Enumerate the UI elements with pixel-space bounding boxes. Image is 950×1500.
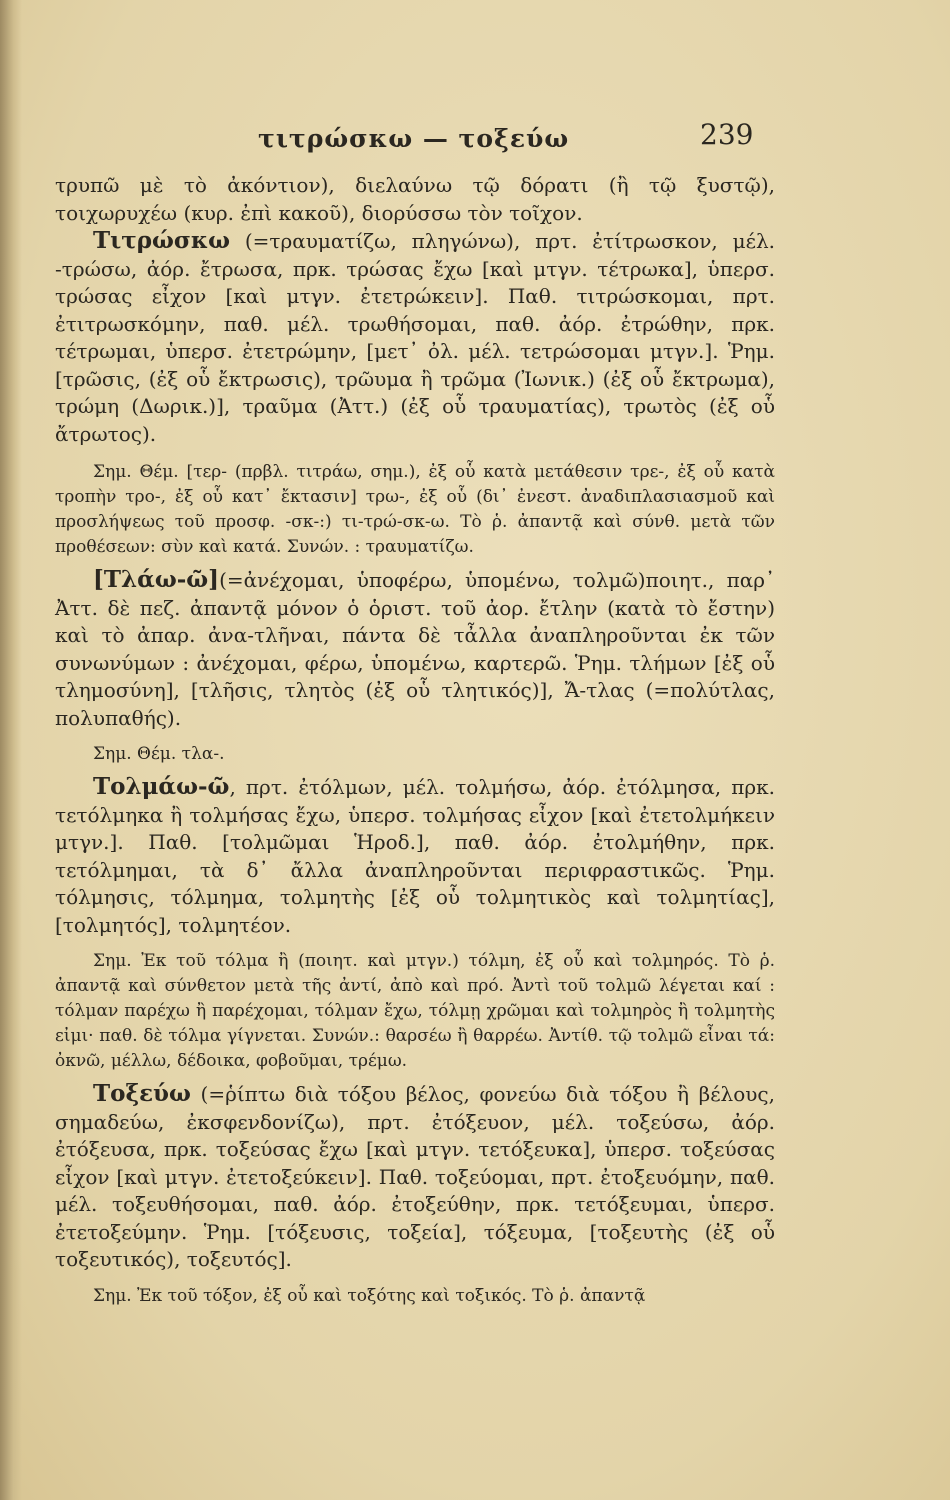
entry-lemma: Τοξεύω	[93, 1080, 191, 1107]
entry-tlaw	[55, 566, 775, 732]
entry-note: Σημ. Θέμ. [τερ- (πρβλ. τιτράω, σημ.), ἐξ οὗ κατὰ μετάθεσιν τρε-, ἐξ οὗ κατὰ τροπὴν τρο-, ἐξ οὗ κατ᾽ ἔκτασιν] τρω-, ἐξ οὗ (δι᾽ ἐνεστ. ἀναδιπλασιασμοῦ καὶ προσλήψεως τοῦ προσφ. -σκ-:) τι-τρώ-σκ-ω. Τὸ ῥ. ἀπαντᾷ καὶ σύνθ. μετὰ τῶν προθέσεων: σὺν καὶ κατά. Συνών. : τραυματίζω.	[55, 462, 775, 557]
entry-lemma: Τιτρώσκω	[93, 227, 231, 254]
entry-note: Σημ. Ἐκ τοῦ τόξον, ἐξ οὗ καὶ τοξότης καὶ τοξικός. Τὸ ῥ. ἀπαντᾷ	[93, 1285, 646, 1306]
running-title: τιτρώσκω — τοξεύω	[258, 124, 570, 153]
entry-body: (=τραυματίζω, πληγώνω), πρτ. ἐτίτρωσκον, μέλ. -τρώσω, ἀόρ. ἔτρωσα, πρκ. τρώσας ἔχω [καὶ μτγν. τέτρωκα], ὑπερσ. τρώσας εἶχον [καὶ μτγν. ἐτετρώκειν]. Παθ. τιτρώσκομαι, πρτ. ἐτιτρωσκόμην, παθ. μέλ. τρωθήσομαι, παθ. ἀόρ. ἐτρώθην, πρκ. τέτρωμαι, ὑπερσ. ἐτετρώμην, [μετ᾽ ὀλ. μέλ. τετρώσομαι μτγν.]. Ῥημ. [τρῶσις, (ἐξ οὗ ἔκτρωσις), τρῶυμα ἢ τρῶμα (Ἰωνικ.) (ἐξ οὗ ἔκτρωμα), τρώμη (Δωρικ.)], τραῦμα (Ἀττ.) (ἐξ οὗ τραυματίας), τρωτὸς (ἐξ οὗ ἄτρωτος).	[55, 229, 775, 446]
page-header	[0, 118, 950, 158]
entry-titroskw	[55, 227, 775, 448]
page-spine-shadow	[0, 0, 22, 1500]
entry-note: Σημ. Θέμ. τλα-.	[93, 744, 225, 764]
entry-lemma: [Τλάω-ῶ]	[93, 566, 220, 593]
continuation-paragraph: τρυπῶ μὲ τὸ ἀκόντιον), διελαύνω τῷ δόρατι (ἢ τῷ ξυστῷ), τοιχωρυχέω (κυρ. ἐπὶ κακοῦ), διορύσσω τὸν τοῖχον.	[55, 173, 775, 225]
entry-lemma: Τολμάω-ῶ	[93, 773, 230, 800]
entry-tolmaw	[55, 773, 775, 939]
dictionary-text	[55, 172, 775, 1315]
entry-body: (=ῥίπτω διὰ τόξου βέλος, φονεύω διὰ τόξου ἢ βέλους, σημαδεύω, ἐκσφενδονίζω), πρτ. ἐτόξευον, μέλ. τοξεύσω, ἀόρ. ἐτόξευσα, πρκ. τοξεύσας ἔχω [καὶ μτγν. τετόξευκα], ὑπερσ. τοξεύσας εἶχον [καὶ μτγν. ἐτετοξεύκειν]. Παθ. τοξεύομαι, πρτ. ἐτοξευόμην, παθ. μέλ. τοξευθήσομαι, παθ. ἀόρ. ἐτοξεύθην, πρκ. τετόξευμαι, ὑπερσ. ἐτετοξεύμην. Ῥημ. [τόξευσις, τοξεία], τόξευμα, [τοξευτὴς (ἐξ οὗ τοξευτικός), τοξευτός].	[55, 1082, 775, 1271]
entry-body: , πρτ. ἐτόλμων, μέλ. τολμήσω, ἀόρ. ἐτόλμησα, πρκ. τετόλμηκα ἢ τολμήσας ἔχω, ὑπερσ. τολμήσας εἶχον [καὶ ἐτετολμήκειν μτγν.]. Παθ. [τολμῶμαι Ἡροδ.], παθ. ἀόρ. ἐτολμήθην, πρκ. τετόλμημαι, τὰ δ᾽ ἄλλα ἀναπληροῦνται περιφραστικῶς. Ῥημ. τόλμησις, τόλμημα, τολμητὴς [ἐξ οὗ τολμητικὸς καὶ τολμητίας], [τολμητός], τολμητέον.	[55, 775, 775, 937]
entry-body: (=ἀνέχομαι, ὑποφέρω, ὑπομένω, τολμῶ)ποιητ., παρ᾽ Ἀττ. δὲ πεζ. ἀπαντᾷ μόνον ὁ ὁριστ. τοῦ ἀορ. ἔτλην (κατὰ τὸ ἔστην) καὶ τὸ ἀπαρ. ἀνα-τλῆναι, πάντα δὲ τἆλλα ἀναπληροῦνται ἐκ τῶν συνωνύμων : ἀνέχομαι, φέρω, ὑπομένω, καρτερῶ. Ῥημ. τλήμων [ἐξ οὗ τλημοσύνη], [τλῆσις, τλητὸς (ἐξ οὗ τλητικός)], Ἄ-τλας (=πολύτλας, πολυπαθής).	[55, 568, 775, 730]
entry-toxeuw	[55, 1080, 775, 1274]
page-number: 239	[700, 118, 754, 151]
entry-note: Σημ. Ἐκ τοῦ τόλμα ἢ (ποιητ. καὶ μτγν.) τόλμη, ἐξ οὗ καὶ τολμηρός. Τὸ ῥ. ἀπαντᾷ καὶ σύνθετον μετὰ τῆς ἀντί, ἀπὸ καὶ πρό. Ἀντὶ τοῦ τολμῶ λέγεται καί : τόλμαν παρέχω ἢ παρέχομαι, τόλμαν ἔχω, τόλμῃ χρῶμαι καὶ τολμηρὸς ἢ τολμητὴς εἰμι· παθ. δὲ τόλμα γίγνεται. Συνών.: θαρσέω ἢ θαρρέω. Ἀντίθ. τῷ τολμῶ εἶναι τά: ὀκνῶ, μέλλω, δέδοικα, φοβοῦμαι, τρέμω.	[55, 951, 775, 1071]
